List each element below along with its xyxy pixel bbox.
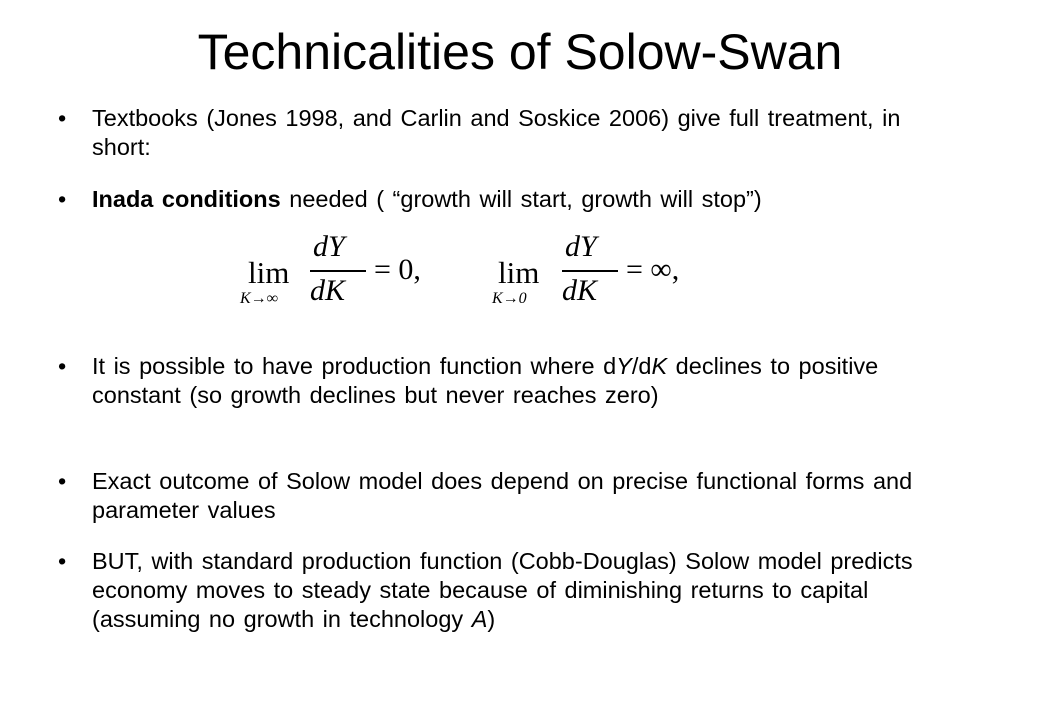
bold-term: Inada conditions [92,186,281,212]
text-part: /d [631,353,652,379]
bullet-dot: • [58,548,67,574]
inada-formulas [240,226,710,318]
text-part: declines to positive constant (so growth declines but never reaches zero) [92,353,879,408]
bullet-dot: • [58,186,67,212]
formula-1-lim: lim [248,255,290,290]
formula-1-subscript: K→∞ [240,290,279,307]
formula-1-fraction-bar [310,270,366,272]
bullet-text: Textbooks (Jones 1998, and Carlin and Soskice 2006) give full treatment, in short: [92,105,901,160]
bullet-text [92,352,928,410]
bullet-exact-outcome [58,467,928,525]
formula-2-lim: lim [498,255,540,290]
italic-a: A [471,606,488,632]
formula-1-result: = 0, [374,253,421,286]
text-part: It is possible to have production function where d [92,353,617,379]
text-part: ) [487,606,496,632]
italic-k: K [651,353,668,379]
bullet-inada-conditions [58,185,928,214]
formula-2-subscript: K→0 [492,290,527,307]
bullet-textbooks [58,104,928,162]
text-part: BUT, with standard production function (Cobb-Douglas) Solow model predicts economy moves to steady state because of diminishing returns to capital (assuming no growth in technology [92,548,913,632]
formula-2-result: = ∞, [626,253,680,286]
formula-2-denominator: dK [562,274,598,307]
formula-2-numerator: dY [565,230,597,263]
bullet-text: Exact outcome of Solow model does depend on precise functional forms and parameter values [92,468,913,523]
bullet-text [92,185,928,214]
formula-1-denominator: dK [310,274,346,307]
italic-y: Y [616,353,632,379]
bullet-cobb-douglas [58,547,928,634]
bullet-dot: • [58,468,67,494]
bullet-production-function [58,352,928,410]
bullet-dot: • [58,105,67,131]
slide-title: Technicalities of Solow-Swan [197,24,843,80]
formula-1-numerator: dY [313,230,345,263]
bullet-text-rest: needed ( “growth will start, growth will stop”) [280,186,762,212]
formula-2-fraction-bar [562,270,618,272]
bullet-dot: • [58,353,67,379]
bullet-text [92,547,928,634]
